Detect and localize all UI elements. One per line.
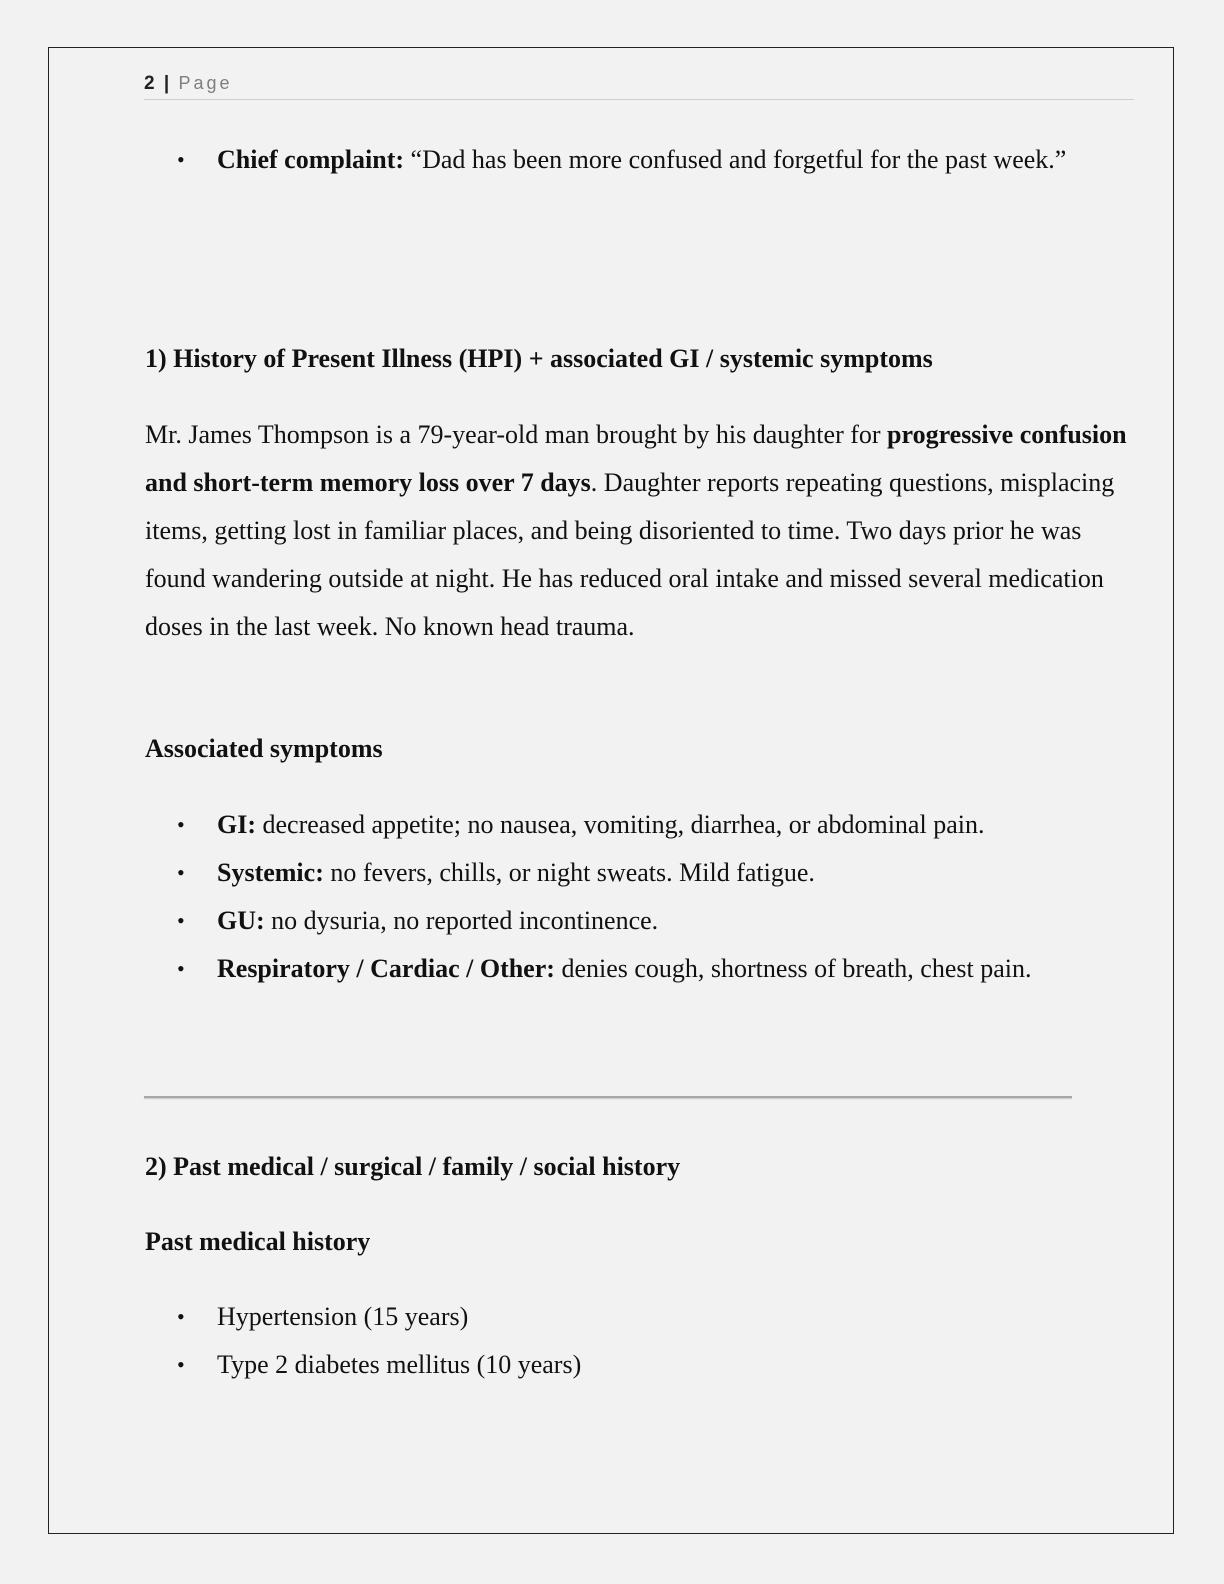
associated-symptoms-list (145, 801, 1135, 993)
symptom-text: denies cough, shortness of breath, chest pain. (554, 954, 1032, 983)
page-number: 2 (144, 73, 155, 94)
header-separator: | (163, 73, 170, 94)
chief-complaint-item (145, 136, 1135, 184)
symptom-text: no fevers, chills, or night sweats. Mild fatigue. (323, 858, 815, 887)
page-header (144, 73, 1134, 100)
pmh-item: • Hypertension (15 years) (145, 1293, 1135, 1341)
symptom-item-respiratory-cardiac-other (145, 945, 1135, 993)
symptom-item-systemic (145, 849, 1135, 897)
symptom-item-gi (145, 801, 1135, 849)
chief-complaint-label: Chief complaint: (217, 145, 405, 174)
past-medical-history-list (145, 1293, 1135, 1389)
symptom-label: Respiratory / Cardiac / Other: (217, 954, 555, 983)
past-medical-history-heading: Past medical history (145, 1227, 371, 1256)
section-divider (144, 1096, 1072, 1098)
symptom-label: GI: (217, 810, 256, 839)
pmh-item: • Type 2 diabetes mellitus (10 years) (145, 1341, 1135, 1389)
symptom-label: Systemic: (217, 858, 324, 887)
symptom-text: no dysuria, no reported incontinence. (264, 906, 659, 935)
symptom-label: GU: (217, 906, 265, 935)
chief-complaint-text: “Dad has been more confused and forgetful for the past week.” (404, 145, 1067, 174)
chief-complaint-list (145, 136, 1135, 184)
symptom-item-gu (145, 897, 1135, 945)
section1-heading: 1) History of Present Illness (HPI) + associated GI / systemic symptoms (145, 344, 933, 373)
document-page (48, 47, 1174, 1534)
symptom-text: decreased appetite; no nausea, vomiting, diarrhea, or abdominal pain. (256, 810, 985, 839)
hpi-details: . Daughter reports repeating questions, misplacing items, getting lost in familiar places, and being disoriented to time. Two days prior he was found wandering outside at night. He has reduced oral intake and missed several medication doses in the last week. No known head trauma. (145, 468, 1115, 641)
page-label: Page (178, 73, 233, 93)
hpi-key-finding: progressive confusion and short-term memory loss over 7 days (145, 420, 1127, 497)
section2-heading: 2) Past medical / surgical / family / social history (145, 1152, 681, 1181)
hpi-paragraph (145, 411, 1135, 651)
associated-symptoms-heading: Associated symptoms (145, 734, 383, 763)
hpi-intro: Mr. James Thompson is a 79-year-old man brought by his daughter for (145, 420, 888, 449)
